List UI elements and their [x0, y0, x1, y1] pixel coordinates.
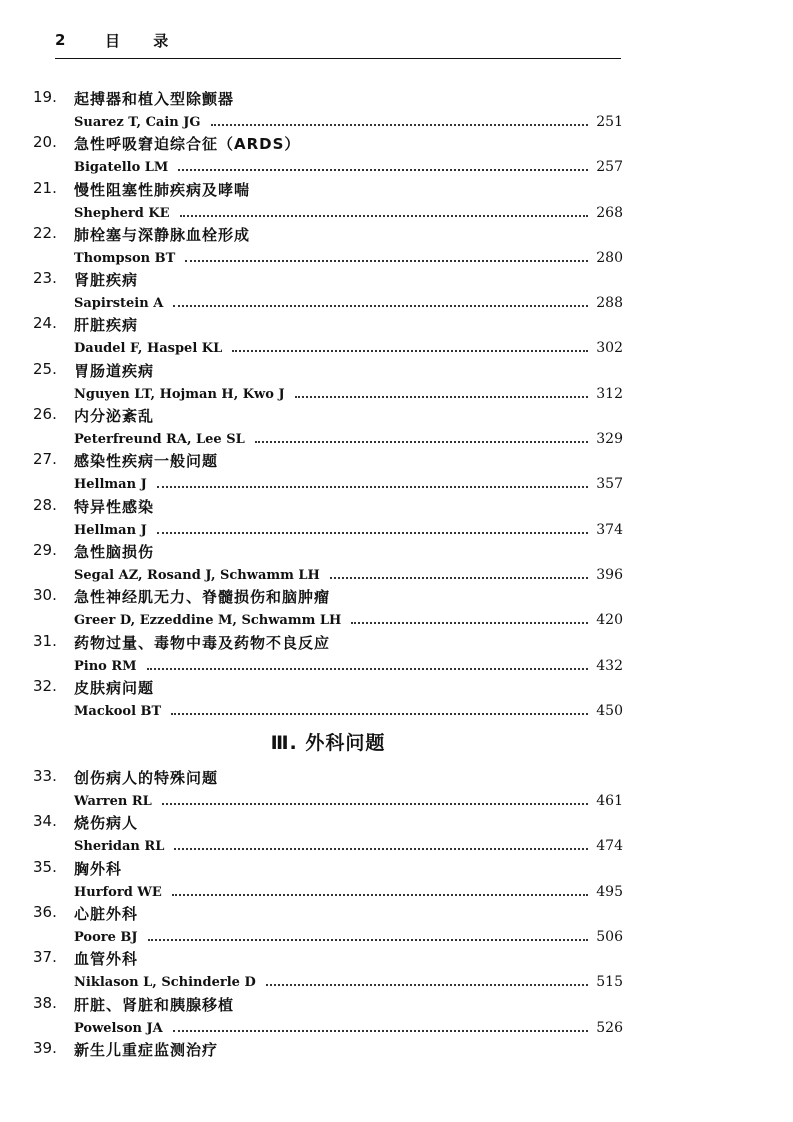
page-number: 2 — [55, 31, 66, 49]
chapter-title: 急性脑损伤 — [74, 542, 155, 561]
chapter-authors: Hellman J — [74, 477, 147, 493]
toc-entry — [33, 858, 623, 903]
author-line — [74, 657, 623, 674]
chapter-number: 23. — [33, 269, 57, 288]
page-ref: 515 — [596, 974, 623, 991]
dot-leader — [173, 1030, 589, 1032]
dot-leader — [178, 169, 588, 171]
chapter-authors: Sheridan RL — [74, 839, 165, 855]
author-line — [74, 204, 623, 221]
toc-entry — [33, 269, 623, 314]
page-ref: 526 — [596, 1019, 623, 1036]
toc-entry — [33, 812, 623, 857]
chapter-authors: Sapirstein A — [74, 296, 164, 312]
chapter-authors: Greer D, Ezzeddine M, Schwamm LH — [74, 613, 342, 629]
dot-leader — [162, 803, 588, 805]
dot-leader — [157, 486, 589, 488]
page-ref: 506 — [596, 929, 623, 946]
chapter-authors: Hellman J — [74, 522, 147, 538]
chapter-authors: Hurford WE — [74, 884, 162, 900]
toc-entry — [33, 994, 623, 1039]
author-line — [74, 430, 623, 447]
chapter-authors: Warren RL — [74, 794, 152, 810]
toc-entry — [33, 767, 623, 812]
page-ref: 374 — [596, 521, 623, 538]
toc-entry — [33, 496, 623, 541]
author-line — [74, 566, 623, 583]
page-ref: 396 — [596, 566, 623, 583]
author-line — [74, 1019, 623, 1036]
toc-entry — [33, 632, 623, 677]
toc-entry — [33, 314, 623, 359]
author-line — [74, 883, 623, 900]
chapter-title: 肝脏疾病 — [74, 316, 139, 335]
author-line — [74, 792, 623, 809]
chapter-title: 肝脏、肾脏和胰腺移植 — [74, 995, 235, 1014]
author-line — [74, 158, 623, 175]
page-ref: 420 — [596, 612, 623, 629]
toc-entry — [33, 903, 623, 948]
dot-leader — [148, 939, 589, 941]
chapter-number: 24. — [33, 314, 57, 333]
dot-leader — [295, 396, 589, 398]
chapter-number: 25. — [33, 359, 57, 378]
toc-entry — [33, 541, 623, 586]
chapter-number: 32. — [33, 676, 57, 695]
table-of-contents — [33, 88, 623, 1084]
chapter-authors: Powelson JA — [74, 1020, 163, 1036]
chapter-number: 33. — [33, 767, 57, 786]
chapter-title: 新生儿重症监测治疗 — [74, 1040, 219, 1059]
author-line — [74, 475, 623, 492]
chapter-authors: Shepherd KE — [74, 205, 170, 221]
chapter-number: 37. — [33, 948, 57, 967]
section-heading — [33, 722, 623, 767]
chapter-authors: Segal AZ, Rosand J, Schwamm LH — [74, 567, 320, 583]
page-ref: 432 — [596, 657, 623, 674]
author-line — [74, 385, 623, 402]
running-title: 目 录 — [105, 32, 183, 50]
toc-entry — [33, 133, 623, 178]
page-ref: 329 — [596, 431, 623, 448]
toc-entry — [33, 405, 623, 450]
toc-entry — [33, 948, 623, 993]
author-line — [74, 521, 623, 538]
page-ref: 302 — [596, 340, 623, 357]
chapter-title: 内分泌紊乱 — [74, 407, 155, 426]
chapter-number: 19. — [33, 88, 57, 106]
author-line — [74, 294, 623, 311]
author-line — [74, 973, 623, 990]
author-line — [74, 611, 623, 628]
chapter-number: 35. — [33, 857, 57, 876]
page-ref: 474 — [596, 838, 623, 855]
chapter-title: 肺栓塞与深静脉血栓形成 — [74, 225, 251, 244]
author-line — [74, 113, 623, 130]
page-ref: 312 — [596, 385, 623, 402]
chapter-number: 30. — [33, 586, 57, 605]
section-title: Ⅲ. 外科问题 — [270, 732, 386, 755]
chapter-authors: Daudel F, Haspel KL — [74, 341, 223, 357]
toc-entry — [33, 224, 623, 269]
chapter-title: 特异性感染 — [74, 497, 155, 516]
page-ref: 461 — [596, 793, 623, 810]
chapter-title: 感染性疾病一般问题 — [74, 452, 219, 471]
dot-leader — [351, 622, 588, 624]
dot-leader — [173, 305, 588, 307]
dot-leader — [266, 984, 589, 986]
page-header — [55, 28, 621, 59]
chapter-number: 38. — [33, 993, 57, 1012]
dot-leader — [330, 577, 588, 579]
chapter-title: 创伤病人的特殊问题 — [74, 769, 219, 788]
dot-leader — [211, 124, 589, 126]
chapter-number: 29. — [33, 540, 57, 559]
author-line — [74, 702, 623, 719]
chapter-number: 36. — [33, 903, 57, 922]
toc-entry — [33, 179, 623, 224]
toc-entry — [33, 88, 623, 133]
dot-leader — [157, 532, 589, 534]
chapter-authors: Bigatello LM — [74, 160, 169, 176]
page-ref: 251 — [596, 114, 623, 130]
page-ref: 257 — [596, 159, 623, 176]
chapter-title: 急性神经肌无力、脊髓损伤和脑肿瘤 — [74, 588, 331, 607]
dot-leader — [232, 350, 588, 352]
chapter-number: 26. — [33, 405, 57, 424]
dot-leader — [185, 260, 588, 262]
author-line — [74, 928, 623, 945]
chapter-authors: Pino RM — [74, 658, 137, 674]
toc-entry — [33, 360, 623, 405]
toc-entry — [33, 586, 623, 631]
page-ref: 288 — [596, 295, 623, 312]
dot-leader — [171, 713, 588, 715]
toc-list-surgical — [33, 767, 623, 1084]
toc-entry — [33, 677, 623, 722]
chapter-number: 22. — [33, 223, 57, 242]
chapter-authors: Niklason L, Schinderle D — [74, 975, 256, 991]
chapter-authors: Mackool BT — [74, 703, 162, 719]
chapter-number: 31. — [33, 631, 57, 650]
chapter-number: 39. — [33, 1038, 57, 1057]
chapter-title: 慢性阻塞性肺疾病及哮喘 — [74, 180, 251, 199]
chapter-authors: Poore BJ — [74, 930, 138, 946]
page-ref: 268 — [596, 204, 623, 221]
chapter-title: 胸外科 — [74, 859, 123, 878]
chapter-authors: Peterfreund RA, Lee SL — [74, 432, 245, 448]
chapter-number: 20. — [33, 133, 57, 152]
chapter-title: 皮肤病问题 — [74, 678, 155, 697]
dot-leader — [255, 441, 589, 443]
dot-leader — [147, 668, 589, 670]
chapter-title: 急性呼吸窘迫综合征（ARDS） — [74, 135, 301, 154]
author-line — [74, 837, 623, 854]
chapter-number: 27. — [33, 450, 57, 469]
chapter-authors: Thompson BT — [74, 250, 176, 266]
dot-leader — [180, 215, 589, 217]
page-ref: 357 — [596, 476, 623, 493]
chapter-number: 34. — [33, 812, 57, 831]
chapter-title: 心脏外科 — [74, 905, 139, 924]
page-ref: 495 — [596, 883, 623, 900]
chapter-title: 肾脏疾病 — [74, 271, 139, 290]
page-ref: 450 — [596, 702, 623, 719]
chapter-title: 烧伤病人 — [74, 814, 139, 833]
chapter-title: 胃肠道疾病 — [74, 361, 155, 380]
toc-entry — [33, 450, 623, 495]
chapter-title: 起搏器和植入型除颤器 — [74, 90, 235, 108]
dot-leader — [174, 848, 588, 850]
chapter-authors: Suarez T, Cain JG — [74, 115, 201, 130]
dot-leader — [172, 894, 588, 896]
chapter-number: 28. — [33, 495, 57, 514]
author-line — [74, 339, 623, 356]
author-line — [74, 249, 623, 266]
chapter-title: 药物过量、毒物中毒及药物不良反应 — [74, 633, 331, 652]
page-ref: 280 — [596, 249, 623, 266]
toc-list-internal — [33, 88, 623, 722]
chapter-number: 21. — [33, 178, 57, 197]
toc-entry — [33, 1039, 623, 1084]
chapter-authors: Nguyen LT, Hojman H, Kwo J — [74, 386, 285, 402]
chapter-title: 血管外科 — [74, 950, 139, 969]
